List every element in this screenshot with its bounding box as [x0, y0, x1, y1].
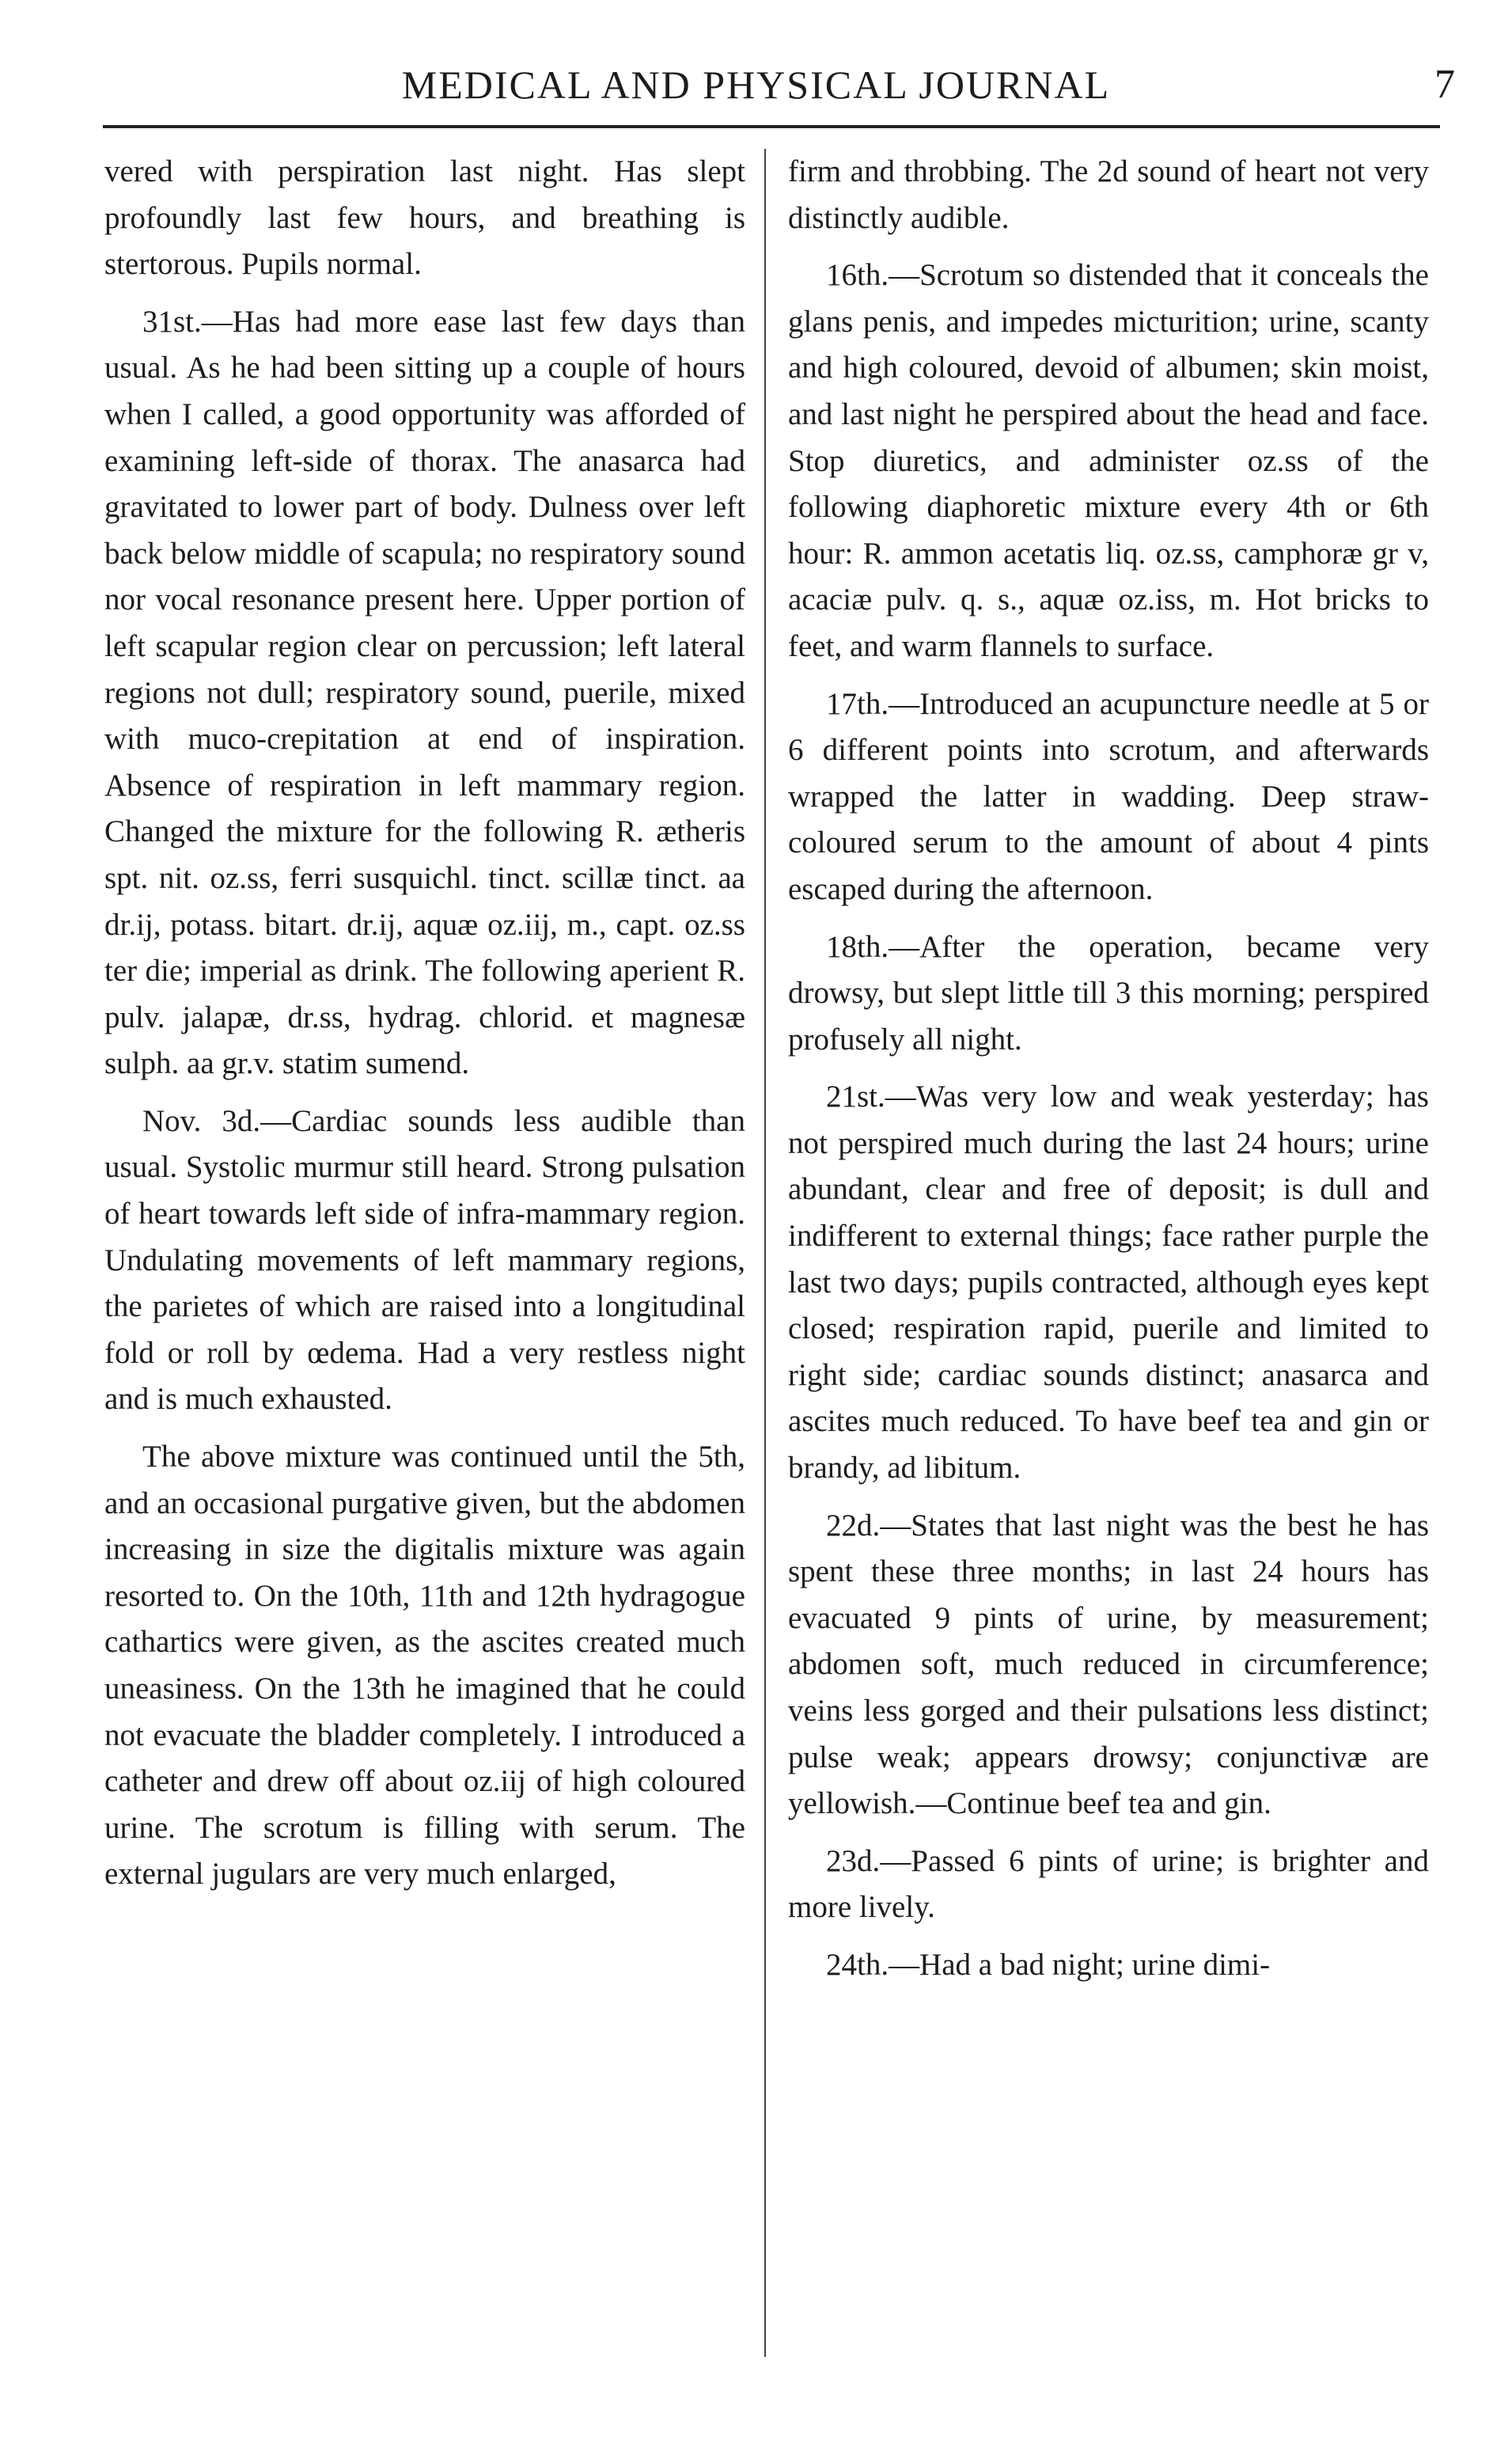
right-column — [788, 149, 1429, 2444]
paragraph: vered with perspiration last night. Has slept profoundly last few hours, and breathing is stertorous. Pupils normal. — [104, 154, 745, 282]
paragraph: 24th.—Had a bad night; urine dimi- — [826, 1947, 1271, 1982]
paragraph: firm and throbbing. The 2d sound of heart not very distinctly audible. — [788, 154, 1429, 235]
paragraph: 31st.—Has had more ease last few days than usual. As he had been sitting up a couple of hours when I called, a good opportunity was afforded of examining left-side of thorax. The anasarca had gravitated to lower part of body. Dulness over left back below middle of scapula; no respiratory sound nor vocal resonance present here. Upper portion of left scapular region clear on percussion; left lateral regions not dull; respiratory sound, puerile, mixed with muco-crepitation at end of inspiration. Absence of respiration in left mammary region. Changed the mixture for the following R. ætheris spt. nit. oz.ss, ferri susquichl. tinct. scillæ tinct. aa dr.ij, potass. bitart. dr.ij, aquæ oz.iij, m., capt. oz.ss ter die; imperial as drink. The following aperient R. pulv. jalapæ, dr.ss, hydrag. chlorid. et magnesæ sulph. aa gr.v. statim sumend. — [104, 304, 745, 1081]
running-head — [0, 57, 1512, 112]
paragraph: Nov. 3d.—Cardiac sounds less audible than usual. Systolic murmur still heard. Strong pulsation of heart towards left side of infra-mammary region. Undulating movements of left mammary regions, the parietes of which are raised into a longitudinal fold or roll by œdema. Had a very restless night and is much exhausted. — [104, 1103, 745, 1417]
paragraph: The above mixture was continued until the 5th, and an occasional purgative given, but the abdomen increasing in size the digitalis mixture was again resorted to. On the 10th, 11th and 12th hydragogue cathartics were given, as the ascites created much uneasiness. On the 13th he imagined that he could not evacuate the bladder completely. I introduced a catheter and drew off about oz.iij of high coloured urine. The scrotum is filling with serum. The external jugulars are very much enlarged, — [104, 1440, 745, 1892]
running-title: MEDICAL AND PHYSICAL JOURNAL — [401, 63, 1111, 107]
paragraph: 18th.—After the operation, became very drowsy, but slept little till 3 this morning; perspired profusely all night. — [788, 929, 1429, 1057]
paragraph: 21st.—Was very low and weak yesterday; has not perspired much during the last 24 hours; urine abundant, clear and free of deposit; is dull and indifferent to external things; face rather purple the last two days; pupils contracted, although eyes kept closed; respiration rapid, puerile and limited to right side; cardiac sounds distinct; anasarca and ascites much reduced. To have beef tea and gin or brandy, ad libitum. — [788, 1080, 1429, 1486]
paragraph: 23d.—Passed 6 pints of urine; is brighter and more lively. — [788, 1843, 1429, 1925]
header-rule — [103, 125, 1440, 128]
paragraph: 22d.—States that last night was the best he has spent these three months; in last 24 hours has evacuated 9 pints of urine, by measurement; abdomen soft, much reduced in circumference; veins less gorged and their pulsations less distinct; pulse weak; appears drowsy; conjunctivæ are yellowish.—Continue beef tea and gin. — [788, 1508, 1429, 1821]
paragraph: 16th.—Scrotum so distended that it conceals the glans penis, and impedes micturition; urine, scanty and high coloured, devoid of albumen; skin moist, and last night he perspired about the head and face. Stop diuretics, and administer oz.ss of the following diaphoretic mixture every 4th or 6th hour: R. ammon acetatis liq. oz.ss, camphoræ gr v, acaciæ pulv. q. s., aquæ oz.iss, m. Hot bricks to feet, and warm flannels to surface. — [788, 258, 1429, 663]
page-number: 7 — [1434, 62, 1455, 107]
left-column — [104, 149, 745, 2444]
column-divider — [764, 149, 766, 2357]
paragraph: 17th.—Introduced an acupuncture needle at 5 or 6 different points into scrotum, and afterwards wrapped the latter in wadding. Deep straw-coloured serum to the amount of about 4 pints escaped during the afternoon. — [788, 686, 1429, 906]
